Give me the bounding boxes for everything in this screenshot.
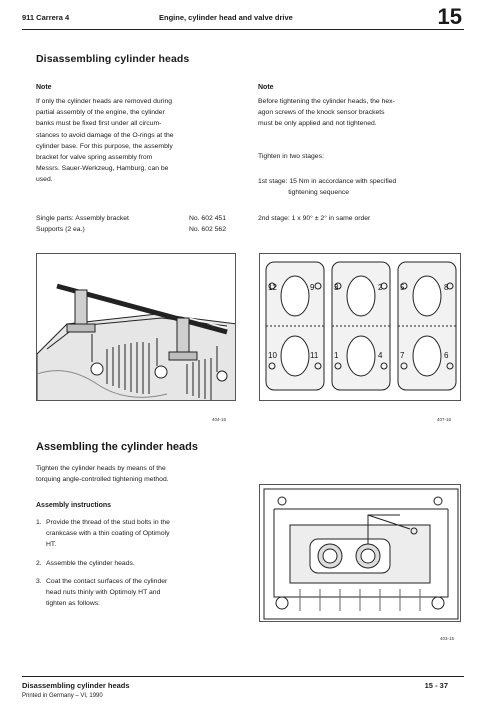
- page-footer: [22, 676, 464, 699]
- header-model: 911 Carrera 4: [22, 13, 70, 22]
- list-item-number: 3.: [36, 577, 42, 585]
- sequence-number-label: 9: [310, 283, 315, 292]
- header-section: Engine, cylinder head and valve drive: [159, 13, 293, 22]
- list-item: [36, 558, 226, 569]
- note-text-left: If only the cylinder heads are removed during partial assembly of the engine, the cylinder banks must be fixed first under all circum- stances to avoid damage of the O-rings at the cylinder base. For this purpose, the assembly bracket for valve spring assembly from Messrs. Sauer-Werkzeug, Hamburg, can be used.: [36, 98, 174, 184]
- list-item-text: Assemble the cylinder heads.: [46, 559, 135, 567]
- stages-intro: Tighten in two stages:: [258, 153, 324, 160]
- sequence-number-label: 2: [378, 283, 383, 292]
- sequence-number-label: 5: [400, 283, 405, 292]
- stage-2-text: 2nd stage: 1 x 90° ± 2° in same order: [258, 215, 371, 222]
- sequence-number-label: 8: [444, 283, 449, 292]
- footer-title: Disassembling cylinder heads: [22, 681, 130, 690]
- figure-code-sequence: 407-16: [437, 417, 452, 422]
- list-item: [36, 576, 226, 610]
- assembling-title: Assembling the cylinder heads: [36, 441, 198, 453]
- note-text-right: Before tightening the cylinder heads, the hex- agon screws of the knock sensor brackets must be only applied and not tightened.: [258, 98, 395, 128]
- sequence-number-label: 1: [334, 351, 339, 360]
- list-item-number: 2.: [36, 559, 42, 567]
- list-item-text: Coat the contact surfaces of the cylinder head nuts thinly with Optimoly HT and tighten as follows:: [46, 577, 168, 608]
- note-label-left: Note: [36, 84, 52, 91]
- parts-list: [36, 213, 226, 235]
- list-item-text: Provide the thread of the stud bolts in the crankcase with a thin coating of Optimoly HT.: [46, 519, 170, 549]
- part-label: Single parts: Assembly bracket: [36, 215, 129, 222]
- figure-code-bracket: 404-16: [212, 417, 227, 422]
- stage-1-text: 1st stage: 15 Nm in accordance with specified tightening sequence: [258, 178, 397, 197]
- printed-note: Printed in Germany – VI, 1990: [22, 693, 103, 699]
- tightening-sequence-figure: [259, 253, 461, 401]
- header-group-number: 15: [437, 4, 462, 29]
- list-item: [36, 517, 226, 551]
- sequence-number-label: 7: [400, 351, 405, 360]
- sequence-number-label: 6: [444, 351, 449, 360]
- assembling-intro: Tighten the cylinder heads by means of the torquing angle-controlled tightening method.: [36, 465, 169, 484]
- sequence-number-label: 12: [268, 283, 277, 292]
- page-number: 15 - 37: [424, 681, 448, 690]
- part-label: Supports (2 ea.): [36, 226, 85, 234]
- page-header: [22, 6, 464, 30]
- part-number: No. 602 451: [188, 215, 226, 222]
- assembly-instructions-list: [36, 517, 226, 616]
- sequence-number-label: 10: [268, 351, 277, 360]
- assembly-instructions-label: Assembly instructions: [36, 502, 112, 509]
- sequence-number-label: 4: [378, 351, 383, 360]
- sequence-number-label: 11: [310, 351, 319, 360]
- part-number: No. 602 562: [188, 226, 226, 234]
- parts-row: [36, 224, 226, 235]
- figure-code-detail: 403-15: [440, 636, 455, 641]
- cylinder-head-detail-figure: [259, 484, 461, 622]
- assembly-bracket-figure: [36, 253, 236, 401]
- parts-row: [36, 213, 226, 224]
- note-label-right: Note: [258, 84, 274, 91]
- sequence-number-label: 3: [334, 283, 339, 292]
- disassembling-title: Disassembling cylinder heads: [36, 53, 190, 65]
- list-item-number: 1.: [36, 519, 42, 526]
